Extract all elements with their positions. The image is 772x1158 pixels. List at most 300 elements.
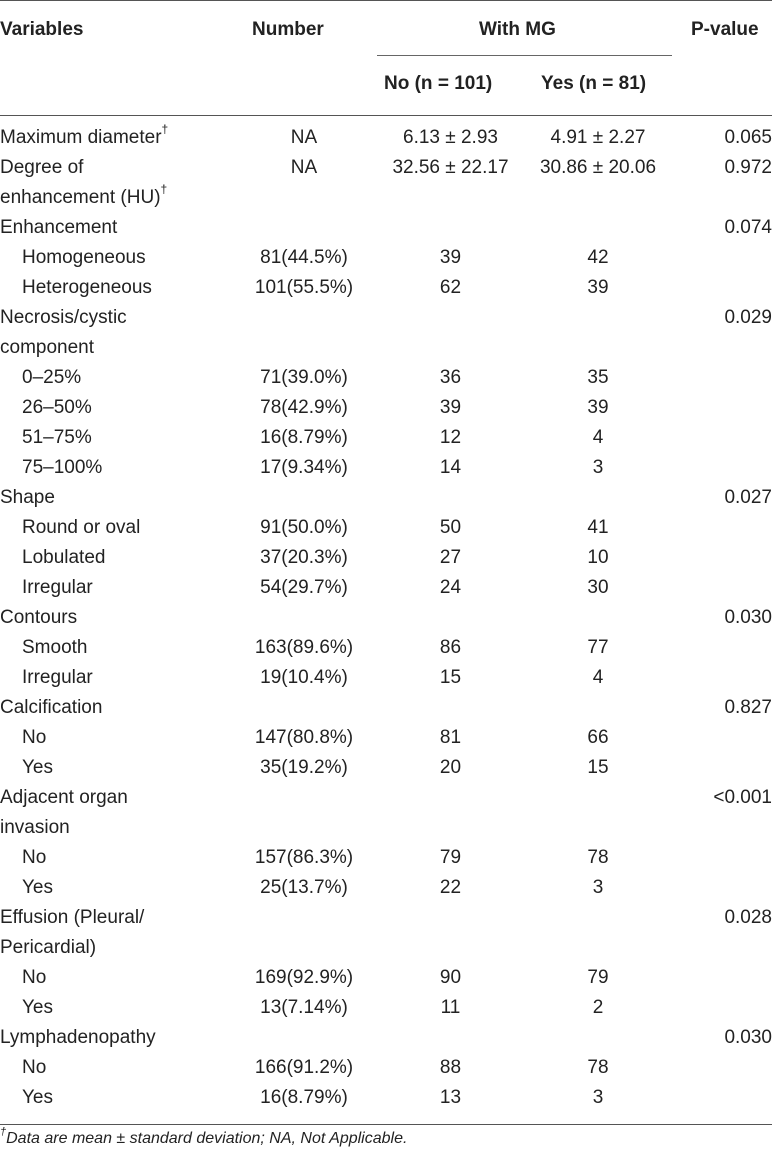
row-label-text: No	[22, 847, 47, 868]
row-label-text: invasion	[0, 817, 70, 838]
row-number	[231, 933, 377, 963]
row-yes-mg	[524, 693, 672, 723]
row-label-text: Calcification	[0, 697, 103, 718]
row-yes-mg	[524, 753, 672, 783]
row-label	[0, 723, 231, 753]
row-label-text: 75–100%	[22, 457, 103, 478]
row-yes-mg-text: 3	[592, 457, 604, 478]
table-row	[0, 153, 772, 183]
row-yes-mg-text: 3	[592, 877, 604, 898]
row-number-text: 54(29.7%)	[260, 577, 348, 598]
row-p-value	[672, 453, 772, 483]
row-yes-mg	[524, 633, 672, 663]
row-p-value	[672, 123, 772, 153]
row-label	[0, 573, 231, 603]
row-no-mg	[377, 933, 524, 963]
row-yes-mg	[524, 993, 672, 1023]
row-no-mg-text: 88	[439, 1057, 462, 1078]
row-number-text: 91(50.0%)	[260, 517, 348, 538]
row-number-text: 71(39.0%)	[260, 367, 348, 388]
row-no-mg	[377, 993, 524, 1023]
table-row	[0, 843, 772, 873]
row-yes-mg-text: 66	[587, 727, 609, 748]
row-p-value-text: 0.827	[724, 697, 772, 718]
row-label	[0, 513, 231, 543]
table-row	[0, 693, 772, 723]
row-label	[0, 153, 231, 183]
table-row	[0, 723, 772, 753]
table-row	[0, 633, 772, 663]
row-no-mg-text: 90	[439, 967, 462, 988]
table-row	[0, 903, 772, 933]
row-p-value	[672, 783, 772, 813]
row-p-value	[672, 873, 772, 903]
table-row	[0, 453, 772, 483]
table-row	[0, 213, 772, 243]
row-no-mg	[377, 513, 524, 543]
row-number	[231, 903, 377, 933]
row-yes-mg	[524, 483, 672, 513]
row-label-text: Necrosis/cystic	[0, 307, 127, 328]
row-no-mg	[377, 303, 524, 333]
row-number	[231, 753, 377, 783]
row-label	[0, 963, 231, 993]
row-number-text: 169(92.9%)	[254, 967, 354, 988]
row-label	[0, 303, 231, 333]
row-label-text: Degree of	[0, 157, 84, 178]
row-label-text: 0–25%	[22, 367, 82, 388]
row-yes-mg	[524, 663, 672, 693]
row-number	[231, 723, 377, 753]
row-label	[0, 363, 231, 393]
row-yes-mg	[524, 423, 672, 453]
row-no-mg	[377, 273, 524, 303]
data-table	[0, 123, 772, 1113]
table-row	[0, 1053, 772, 1083]
row-no-mg	[377, 903, 524, 933]
row-number	[231, 813, 377, 843]
row-no-mg-text: 39	[439, 247, 462, 268]
row-label-text: Yes	[22, 997, 53, 1018]
row-label	[0, 333, 231, 363]
top-rule	[0, 0, 772, 1]
row-label	[0, 603, 231, 633]
row-label	[0, 1083, 231, 1113]
row-yes-mg-text: 4.91 ± 2.27	[550, 127, 646, 148]
header-p-value: P-value	[691, 19, 759, 40]
row-p-value	[672, 333, 772, 363]
row-p-value	[672, 963, 772, 993]
table-row	[0, 813, 772, 843]
row-number	[231, 1083, 377, 1113]
row-no-mg-text: 20	[439, 757, 462, 778]
row-yes-mg-text: 10	[587, 547, 609, 568]
row-yes-mg-text: 78	[587, 1057, 609, 1078]
row-number	[231, 1023, 377, 1053]
row-label	[0, 873, 231, 903]
row-yes-mg-text: 41	[587, 517, 609, 538]
row-yes-mg	[524, 273, 672, 303]
row-p-value-text: 0.074	[724, 217, 772, 238]
row-yes-mg-text: 42	[587, 247, 609, 268]
table-row	[0, 333, 772, 363]
row-number-text: 163(89.6%)	[254, 637, 354, 658]
row-p-value-text: 0.029	[724, 307, 772, 328]
row-p-value	[672, 573, 772, 603]
row-yes-mg	[524, 813, 672, 843]
row-yes-mg	[524, 513, 672, 543]
row-p-value	[672, 993, 772, 1023]
row-number-text: 16(8.79%)	[260, 1087, 348, 1108]
table-row	[0, 243, 772, 273]
row-label-text: 26–50%	[22, 397, 92, 418]
row-number-text: 35(19.2%)	[260, 757, 348, 778]
row-number	[231, 663, 377, 693]
table-row	[0, 123, 772, 153]
dagger-mark: †	[161, 121, 169, 136]
row-p-value	[672, 603, 772, 633]
row-p-value	[672, 513, 772, 543]
row-no-mg-text: 11	[440, 997, 461, 1018]
row-number	[231, 993, 377, 1023]
row-yes-mg	[524, 213, 672, 243]
row-p-value	[672, 213, 772, 243]
row-p-value	[672, 273, 772, 303]
row-p-value-text: 0.030	[724, 607, 772, 628]
row-label-text: Homogeneous	[22, 247, 146, 268]
row-yes-mg	[524, 303, 672, 333]
row-label	[0, 423, 231, 453]
row-number	[231, 873, 377, 903]
footnote-dagger: †	[0, 1125, 7, 1138]
row-yes-mg	[524, 183, 672, 213]
row-yes-mg	[524, 393, 672, 423]
row-label	[0, 1023, 231, 1053]
row-p-value	[672, 1023, 772, 1053]
table-row	[0, 1083, 772, 1113]
row-p-value	[672, 243, 772, 273]
row-label	[0, 903, 231, 933]
table-row	[0, 423, 772, 453]
row-number	[231, 243, 377, 273]
row-p-value	[672, 423, 772, 453]
row-label	[0, 693, 231, 723]
table-row	[0, 573, 772, 603]
row-no-mg-text: 27	[439, 547, 462, 568]
row-no-mg	[377, 333, 524, 363]
row-label	[0, 813, 231, 843]
row-no-mg-text: 13	[439, 1087, 462, 1108]
row-p-value-text: 0.027	[724, 487, 772, 508]
row-number	[231, 483, 377, 513]
row-yes-mg-text: 30.86 ± 20.06	[539, 157, 657, 178]
row-number	[231, 153, 377, 183]
row-no-mg-text: 32.56 ± 22.17	[392, 157, 509, 178]
header-number: Number	[252, 19, 324, 40]
row-label	[0, 633, 231, 663]
row-label-text: Enhancement	[0, 217, 118, 238]
row-label	[0, 993, 231, 1023]
row-yes-mg	[524, 543, 672, 573]
row-number-text: 17(9.34%)	[260, 457, 348, 478]
row-number	[231, 393, 377, 423]
row-label	[0, 123, 231, 153]
row-number	[231, 633, 377, 663]
row-label-text: No	[22, 727, 47, 748]
row-label	[0, 1053, 231, 1083]
row-label-text: Heterogeneous	[22, 277, 152, 298]
header-no-group: No (n = 101)	[384, 73, 493, 94]
row-p-value	[672, 663, 772, 693]
row-p-value-text: 0.065	[724, 127, 772, 148]
row-number-text: 13(7.14%)	[260, 997, 348, 1018]
footnote-text: Data are mean ± standard deviation; NA, Not Applicable.	[6, 1130, 408, 1147]
row-no-mg	[377, 723, 524, 753]
row-no-mg-text: 12	[439, 427, 462, 448]
row-no-mg	[377, 843, 524, 873]
row-yes-mg	[524, 1023, 672, 1053]
row-no-mg	[377, 873, 524, 903]
row-p-value	[672, 633, 772, 663]
row-yes-mg	[524, 333, 672, 363]
row-no-mg-text: 79	[439, 847, 462, 868]
row-label-text: Yes	[22, 877, 53, 898]
row-no-mg	[377, 183, 524, 213]
row-number	[231, 423, 377, 453]
header-rule	[0, 115, 772, 116]
row-no-mg-text: 39	[439, 397, 462, 418]
group-underline	[377, 55, 672, 56]
row-p-value	[672, 483, 772, 513]
table-row	[0, 963, 772, 993]
row-no-mg	[377, 693, 524, 723]
row-label	[0, 933, 231, 963]
row-label	[0, 843, 231, 873]
table-row	[0, 993, 772, 1023]
row-no-mg	[377, 573, 524, 603]
row-no-mg-text: 22	[439, 877, 462, 898]
row-label-text: Lobulated	[22, 547, 106, 568]
row-number-text: NA	[290, 157, 318, 178]
row-no-mg	[377, 663, 524, 693]
table-row	[0, 183, 772, 213]
row-number-text: NA	[290, 127, 318, 148]
row-yes-mg-text: 15	[587, 757, 609, 778]
row-yes-mg	[524, 243, 672, 273]
row-no-mg-text: 14	[439, 457, 462, 478]
row-number-text: 101(55.5%)	[254, 277, 354, 298]
row-number	[231, 333, 377, 363]
row-no-mg	[377, 1053, 524, 1083]
row-label-text: enhancement (HU)	[0, 187, 161, 208]
row-number	[231, 453, 377, 483]
row-yes-mg	[524, 123, 672, 153]
row-no-mg-text: 36	[439, 367, 462, 388]
table-row	[0, 603, 772, 633]
row-yes-mg	[524, 933, 672, 963]
row-p-value	[672, 753, 772, 783]
row-number	[231, 843, 377, 873]
row-p-value	[672, 393, 772, 423]
row-yes-mg	[524, 723, 672, 753]
row-no-mg-text: 62	[439, 277, 462, 298]
row-number	[231, 543, 377, 573]
row-no-mg	[377, 483, 524, 513]
row-yes-mg-text: 39	[587, 397, 609, 418]
row-yes-mg	[524, 1083, 672, 1113]
row-label	[0, 753, 231, 783]
row-number-text: 147(80.8%)	[254, 727, 354, 748]
table-row	[0, 873, 772, 903]
row-p-value	[672, 183, 772, 213]
row-label-text: Effusion (Pleural/	[0, 907, 145, 928]
row-no-mg	[377, 633, 524, 663]
row-no-mg	[377, 1023, 524, 1053]
row-label-text: Smooth	[22, 637, 88, 658]
row-number-text: 78(42.9%)	[260, 397, 348, 418]
row-label	[0, 453, 231, 483]
row-yes-mg-text: 78	[587, 847, 609, 868]
row-yes-mg	[524, 783, 672, 813]
table-row	[0, 783, 772, 813]
row-number-text: 81(44.5%)	[260, 247, 348, 268]
row-yes-mg	[524, 963, 672, 993]
row-number	[231, 1053, 377, 1083]
row-no-mg-text: 15	[439, 667, 462, 688]
table-row	[0, 363, 772, 393]
row-label	[0, 483, 231, 513]
header-with-mg: With MG	[479, 19, 556, 40]
row-number-text: 25(13.7%)	[260, 877, 348, 898]
row-p-value-text: <0.001	[713, 787, 772, 808]
row-label-text: Contours	[0, 607, 78, 628]
row-no-mg	[377, 603, 524, 633]
row-label-text: Irregular	[22, 577, 93, 598]
row-yes-mg	[524, 1053, 672, 1083]
row-yes-mg-text: 4	[592, 427, 604, 448]
row-label-text: Round or oval	[22, 517, 141, 538]
row-p-value	[672, 933, 772, 963]
row-p-value	[672, 153, 772, 183]
row-no-mg	[377, 543, 524, 573]
row-no-mg-text: 86	[439, 637, 462, 658]
header-yes-group: Yes (n = 81)	[541, 73, 647, 94]
table-row	[0, 933, 772, 963]
row-label	[0, 783, 231, 813]
row-label-text: Irregular	[22, 667, 93, 688]
row-label-text: Yes	[22, 757, 53, 778]
row-no-mg-text: 50	[439, 517, 462, 538]
row-number-text: 16(8.79%)	[260, 427, 348, 448]
row-yes-mg-text: 3	[592, 1087, 604, 1108]
row-no-mg	[377, 453, 524, 483]
row-no-mg	[377, 1083, 524, 1113]
table-row	[0, 513, 772, 543]
bottom-rule	[0, 1124, 772, 1125]
row-no-mg	[377, 243, 524, 273]
row-yes-mg	[524, 453, 672, 483]
row-label	[0, 213, 231, 243]
row-yes-mg-text: 77	[587, 637, 609, 658]
row-no-mg	[377, 783, 524, 813]
row-no-mg-text: 81	[439, 727, 462, 748]
row-yes-mg-text: 30	[587, 577, 609, 598]
row-no-mg-text: 6.13 ± 2.93	[403, 127, 498, 148]
row-number	[231, 363, 377, 393]
row-p-value-text: 0.030	[724, 1027, 772, 1048]
row-no-mg	[377, 393, 524, 423]
row-no-mg	[377, 753, 524, 783]
row-label-text: Adjacent organ	[0, 787, 128, 808]
header-variables: Variables	[0, 19, 84, 40]
row-label	[0, 393, 231, 423]
row-yes-mg	[524, 603, 672, 633]
row-number	[231, 573, 377, 603]
row-p-value	[672, 363, 772, 393]
row-number-text: 19(10.4%)	[260, 667, 348, 688]
row-no-mg	[377, 423, 524, 453]
row-number	[231, 303, 377, 333]
row-yes-mg-text: 39	[587, 277, 609, 298]
row-yes-mg	[524, 573, 672, 603]
row-number-text: 157(86.3%)	[254, 847, 354, 868]
row-number	[231, 273, 377, 303]
row-no-mg	[377, 123, 524, 153]
row-p-value	[672, 1083, 772, 1113]
row-label-text: No	[22, 967, 47, 988]
row-no-mg	[377, 813, 524, 843]
row-p-value	[672, 693, 772, 723]
row-label-text: Lymphadenopathy	[0, 1027, 156, 1048]
row-label	[0, 273, 231, 303]
row-number	[231, 123, 377, 153]
row-number	[231, 603, 377, 633]
row-label-text: Yes	[22, 1087, 53, 1108]
row-p-value-text: 0.972	[724, 157, 772, 178]
table-row	[0, 543, 772, 573]
row-number	[231, 963, 377, 993]
row-no-mg	[377, 963, 524, 993]
table-row	[0, 393, 772, 423]
row-p-value	[672, 723, 772, 753]
dagger-mark: †	[160, 181, 168, 196]
footnote	[0, 1125, 408, 1148]
row-label	[0, 243, 231, 273]
row-no-mg	[377, 213, 524, 243]
row-p-value	[672, 903, 772, 933]
row-number	[231, 783, 377, 813]
row-no-mg-text: 24	[439, 577, 462, 598]
row-number-text: 166(91.2%)	[254, 1057, 354, 1078]
row-yes-mg-text: 79	[587, 967, 609, 988]
row-number	[231, 693, 377, 723]
row-p-value	[672, 843, 772, 873]
row-p-value	[672, 303, 772, 333]
table-row	[0, 273, 772, 303]
row-label	[0, 663, 231, 693]
row-p-value	[672, 1053, 772, 1083]
row-label-text: 51–75%	[22, 427, 92, 448]
row-yes-mg	[524, 873, 672, 903]
row-p-value	[672, 543, 772, 573]
row-label-text: component	[0, 337, 95, 358]
row-no-mg	[377, 363, 524, 393]
table-row	[0, 1023, 772, 1053]
row-number	[231, 213, 377, 243]
row-number	[231, 513, 377, 543]
row-p-value-text: 0.028	[724, 907, 772, 928]
table-row	[0, 303, 772, 333]
